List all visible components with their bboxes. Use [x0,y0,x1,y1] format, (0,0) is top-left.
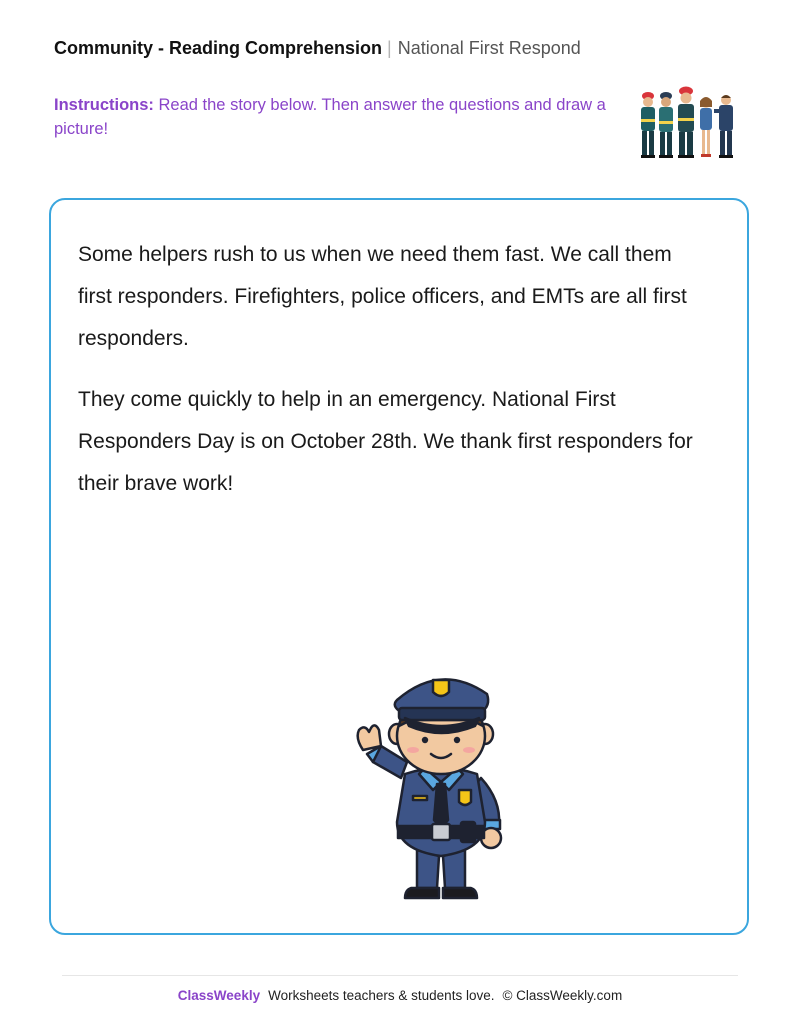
civilian-figure [714,95,733,158]
footer [0,988,800,1003]
first-responders-group-illustration [636,85,740,161]
footer-tagline: Worksheets teachers & students love. [268,988,495,1003]
firefighter-figure [641,92,655,158]
civilian-figure [700,97,712,157]
story-text [78,234,698,524]
firefighter-figure [678,87,694,159]
worksheet-topic: National First Respond [397,38,581,58]
story-box [49,198,749,935]
footer-brand: ClassWeekly [177,988,261,1003]
firefighter-figure [659,92,673,158]
instructions [54,93,614,141]
instructions-text: Read the story below. Then answer the questions and draw a picture! [54,96,606,138]
police-officer-illustration [301,650,541,910]
instructions-label: Instructions: [54,96,154,114]
story-paragraph-1: Some helpers rush to us when we need them fast. We call them first responders. Firefighters, police officers, and EMTs are all first responders. [78,243,687,350]
footer-divider [62,975,738,976]
header-separator: | [387,38,392,58]
footer-copyright: © ClassWeekly.com [502,988,623,1003]
worksheet-header [54,37,614,59]
worksheet-subject: Community - Reading Comprehension [54,38,383,58]
story-paragraph-2: They come quickly to help in an emergency. National First Responders Day is on October 28th. We thank first responders for their brave work! [78,388,693,495]
